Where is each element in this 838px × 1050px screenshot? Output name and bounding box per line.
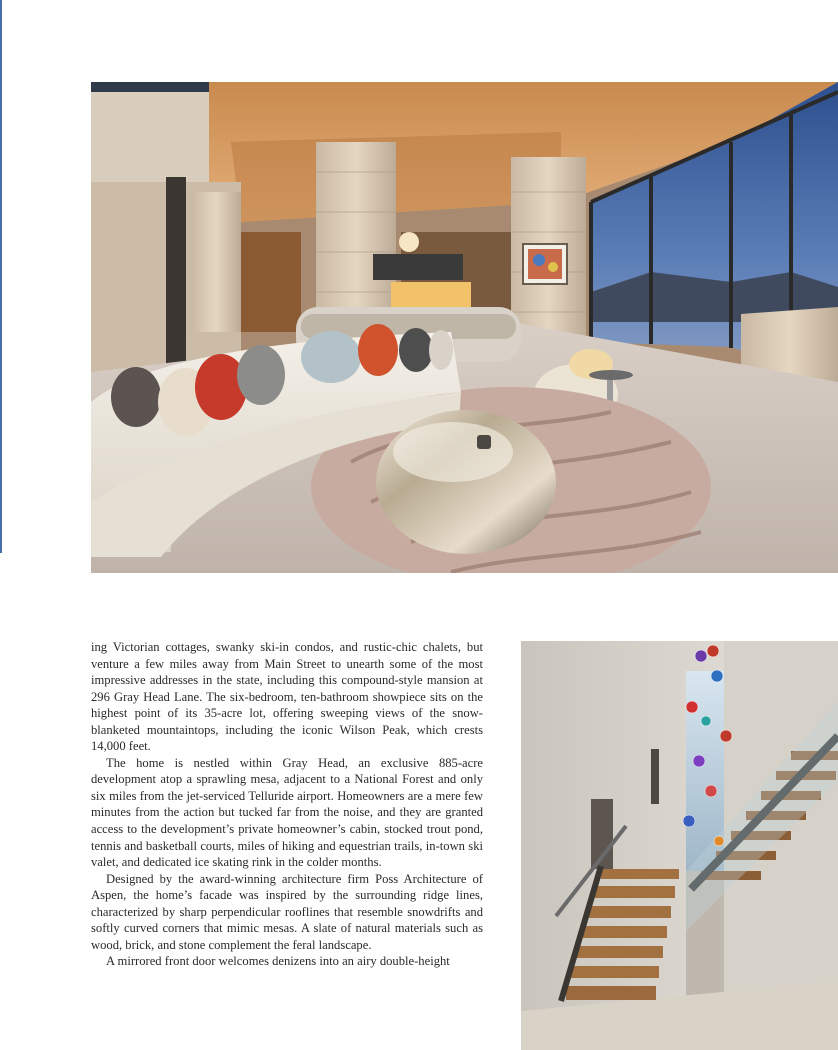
staircase-photo (521, 641, 838, 1050)
article-paragraph: A mirrored front door welcomes denizens into an airy double-height (106, 954, 450, 969)
article-paragraph: ing Victorian cottages, swanky ski-in condos, and rustic-chic chalets, but venture a few miles away from Main Street to unearth some of the most impressive addresses in the state, including this compound-style mansion at 296 Gray Head Lane. The six-bedroom, ten-bathroom showpiece sits on the highest point of its 35-acre lot, offering sweeping views of the snow-blanketed mountaintops, including the iconic Wilson Peak, which crests 14,000 feet. (91, 640, 483, 754)
article-paragraph: Designed by the award-winning architecture firm Poss Architecture of Aspen, the home’s facade was inspired by the surrounding ridge lines, characterized by sharp perpendicular rooflines that resemble snowdrifts and softly curved corners that mimic mesas. A slate of natural materials such as wood, brick, and stone complement the feral landscape. (91, 871, 483, 952)
article-body (91, 639, 483, 970)
page-edge-bar (0, 0, 2, 553)
living-room-photo (91, 82, 838, 573)
article-paragraph: The home is nestled within Gray Head, an exclusive 885-acre development atop a sprawling mesa, adjacent to a National Forest and only six miles from the jet-serviced Telluride airport. Homeowners are a mere few minutes from the action but tucked far from the noise, and they are granted access to the development’s private homeowner’s cabin, stocked trout pond, tennis and basketball courts, miles of hiking and equestrian trails, in-town ski valet, and dedicated ice skating rink in the colder months. (91, 755, 483, 870)
